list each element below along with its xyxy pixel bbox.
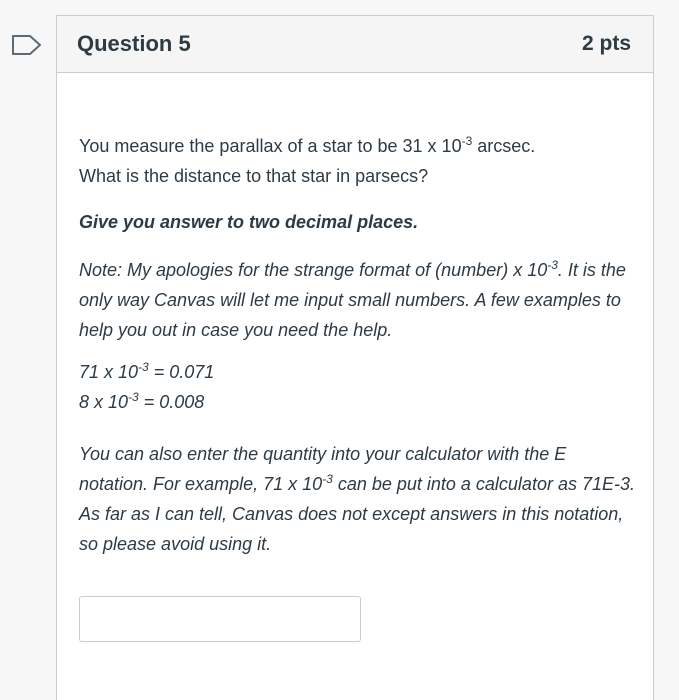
example-1: 71 x $10^{-3} = 0.071$ (79, 360, 215, 382)
prompt-text: You measure the parallax of a star to be 31 x 10 (79, 136, 462, 156)
prompt-unit: arcsec. (472, 136, 536, 156)
question-prompt (79, 131, 635, 191)
question-card (56, 15, 654, 700)
flag-icon[interactable] (10, 34, 44, 56)
note-text: Note: My apologies for the strange format of (number) x $10^{-3}$. It is the only way Canvas will let me input small numbers. A few examples to help you out in case you need the help. (79, 258, 626, 340)
calculator-note: You can also enter the quantity into your calculator with the E notation. For example, 71 x $10^{-3}$ can be put into a calculator as 71E-3. As far as I can tell, Canvas does not except answers in this notation, so please avoid using it. (79, 444, 635, 554)
prompt-exponent: -3 (461, 134, 473, 148)
prompt-line2: What is the distance to that star in parsecs? (79, 166, 429, 186)
answer-input[interactable] (79, 596, 361, 642)
question-text (57, 73, 653, 559)
question-title: Question 5 (77, 31, 191, 56)
instruction-text: Give you answer to two decimal places. (79, 212, 419, 232)
question-points: 2 pts (581, 32, 631, 55)
question-header (57, 16, 653, 73)
example-2: 8 x $10^{-3} = 0.008$ (79, 390, 205, 412)
